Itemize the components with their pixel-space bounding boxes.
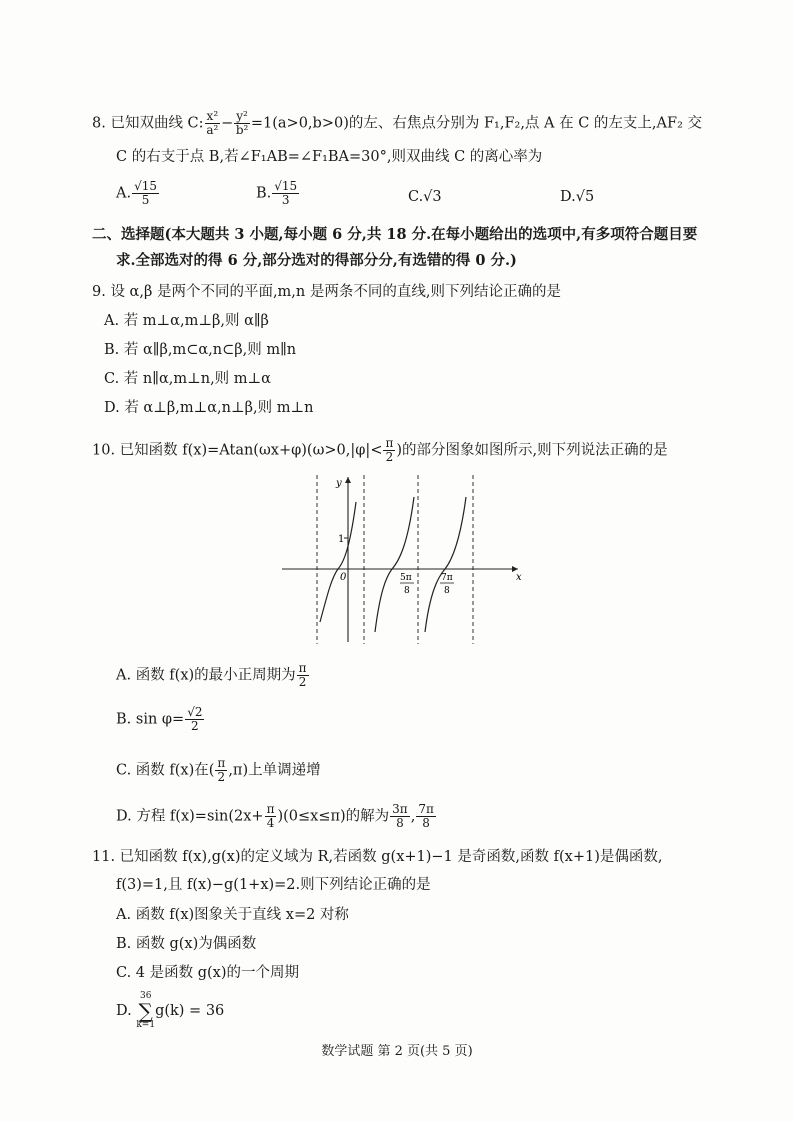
q8-option-b: B. $\frac{√15}{3}$: [256, 179, 298, 208]
x-axis-label: x: [516, 572, 522, 583]
y-axis-label: y: [336, 478, 342, 489]
curve-2: [375, 497, 414, 632]
curve-3: [425, 497, 466, 632]
q11-option-c: C. 4 是函数 g(x)的一个周期: [116, 965, 300, 981]
q8-minus: −: [221, 115, 234, 132]
q10-option-d: D. 方程 f(x)=sin(2x+ $\frac{\pi}{4}$ )(0≤x≤π)的解为 $\frac{3\pi}{8}$ , $\frac{7\pi}{8}$: [116, 802, 434, 831]
section2-line1: 二、选择题(本大题共 3 小题,每小题 6 分,共 18 分.在每小题给出的选项中,有多项符合题目要: [92, 226, 698, 243]
q9-option-d: D. 若 α⊥β,m⊥α,n⊥β,则 m⊥n: [104, 400, 314, 416]
q10-stem: 10. 已知函数 f(x)=Atan(ωx+φ)(ω>0,|φ|< $\frac{\pi}{2}$ )的部分图象如图所示,则下列说法正确的是: [92, 436, 668, 465]
q10-option-a: A. 函数 f(x)的最小正周期为 $\frac{\pi}{2}$: [116, 661, 307, 690]
origin-label: 0: [340, 572, 347, 583]
q8-line1: [92, 110, 702, 137]
tangent-graph: [280, 472, 530, 647]
q8-option-c: C.√3: [408, 189, 442, 205]
tick-7pi-num: 7π: [441, 573, 453, 583]
q9-option-c: C. 若 n∥α,m⊥n,则 m⊥α: [104, 371, 271, 387]
q10-option-c: C. 函数 f(x)在( $\frac{\pi}{2}$ ,π)上单调递增: [116, 756, 321, 785]
y-axis-arrow: [345, 477, 351, 483]
q8-frac-y: $\frac{\text{y²}}{\text{b²}}$: [235, 109, 249, 138]
q11-option-a: A. 函数 f(x)图象关于直线 x=2 对称: [116, 907, 349, 923]
q11-line1: 11. 已知函数 f(x),g(x)的定义域为 R,若函数 g(x+1)−1 是奇函数,函数 f(x+1)是偶函数,: [92, 849, 663, 865]
q8-option-a: A. $\frac{√15}{5}$: [116, 179, 158, 208]
y-label-1: 1: [338, 534, 345, 545]
tick-7pi-den: 8: [444, 586, 450, 596]
q10-option-b: B. sin φ= $\frac{√2}{2}$: [116, 705, 203, 734]
q9-stem: 9. 设 α,β 是两个不同的平面,m,n 是两条不同的直线,则下列结论正确的是: [92, 284, 561, 300]
q8-frac-x: $\frac{\text{x²}}{\text{a²}}$: [206, 109, 219, 138]
section2-line2: 求.全部选对的得 6 分,部分选对的得部分分,有选错的得 0 分.): [116, 252, 517, 269]
curve-1: [320, 502, 356, 622]
q8-option-d: D.√5: [560, 189, 595, 205]
q11-option-d: D. 36 ∑ k=1 g(k) = 36: [116, 991, 225, 1030]
tick-5pi-num: 5π: [400, 573, 412, 583]
q8-line2: C 的右支于点 B,若∠F₁AB=∠F₁BA=30°,则双曲线 C 的离心率为: [116, 149, 543, 165]
q9-option-a: A. 若 m⊥α,m⊥β,则 α∥β: [104, 313, 269, 329]
q8-text: 8. 已知双曲线 C:: [92, 115, 204, 132]
q8-text2: =1(a>0,b>0)的左、右焦点分别为 F₁,F₂,点 A 在 C 的左支上,AF₂ 交: [250, 115, 702, 132]
q11-option-b: B. 函数 g(x)为偶函数: [116, 936, 257, 952]
tick-5pi-den: 8: [404, 586, 410, 596]
summation: 36 ∑ k=1: [136, 991, 156, 1030]
q11-line2: f(3)=1,且 f(x)−g(1+x)=2.则下列结论正确的是: [116, 877, 431, 893]
page-footer: 数学试题 第 2 页(共 5 页): [321, 1044, 473, 1059]
q9-option-b: B. 若 α∥β,m⊂α,n⊂β,则 m∥n: [104, 342, 297, 358]
